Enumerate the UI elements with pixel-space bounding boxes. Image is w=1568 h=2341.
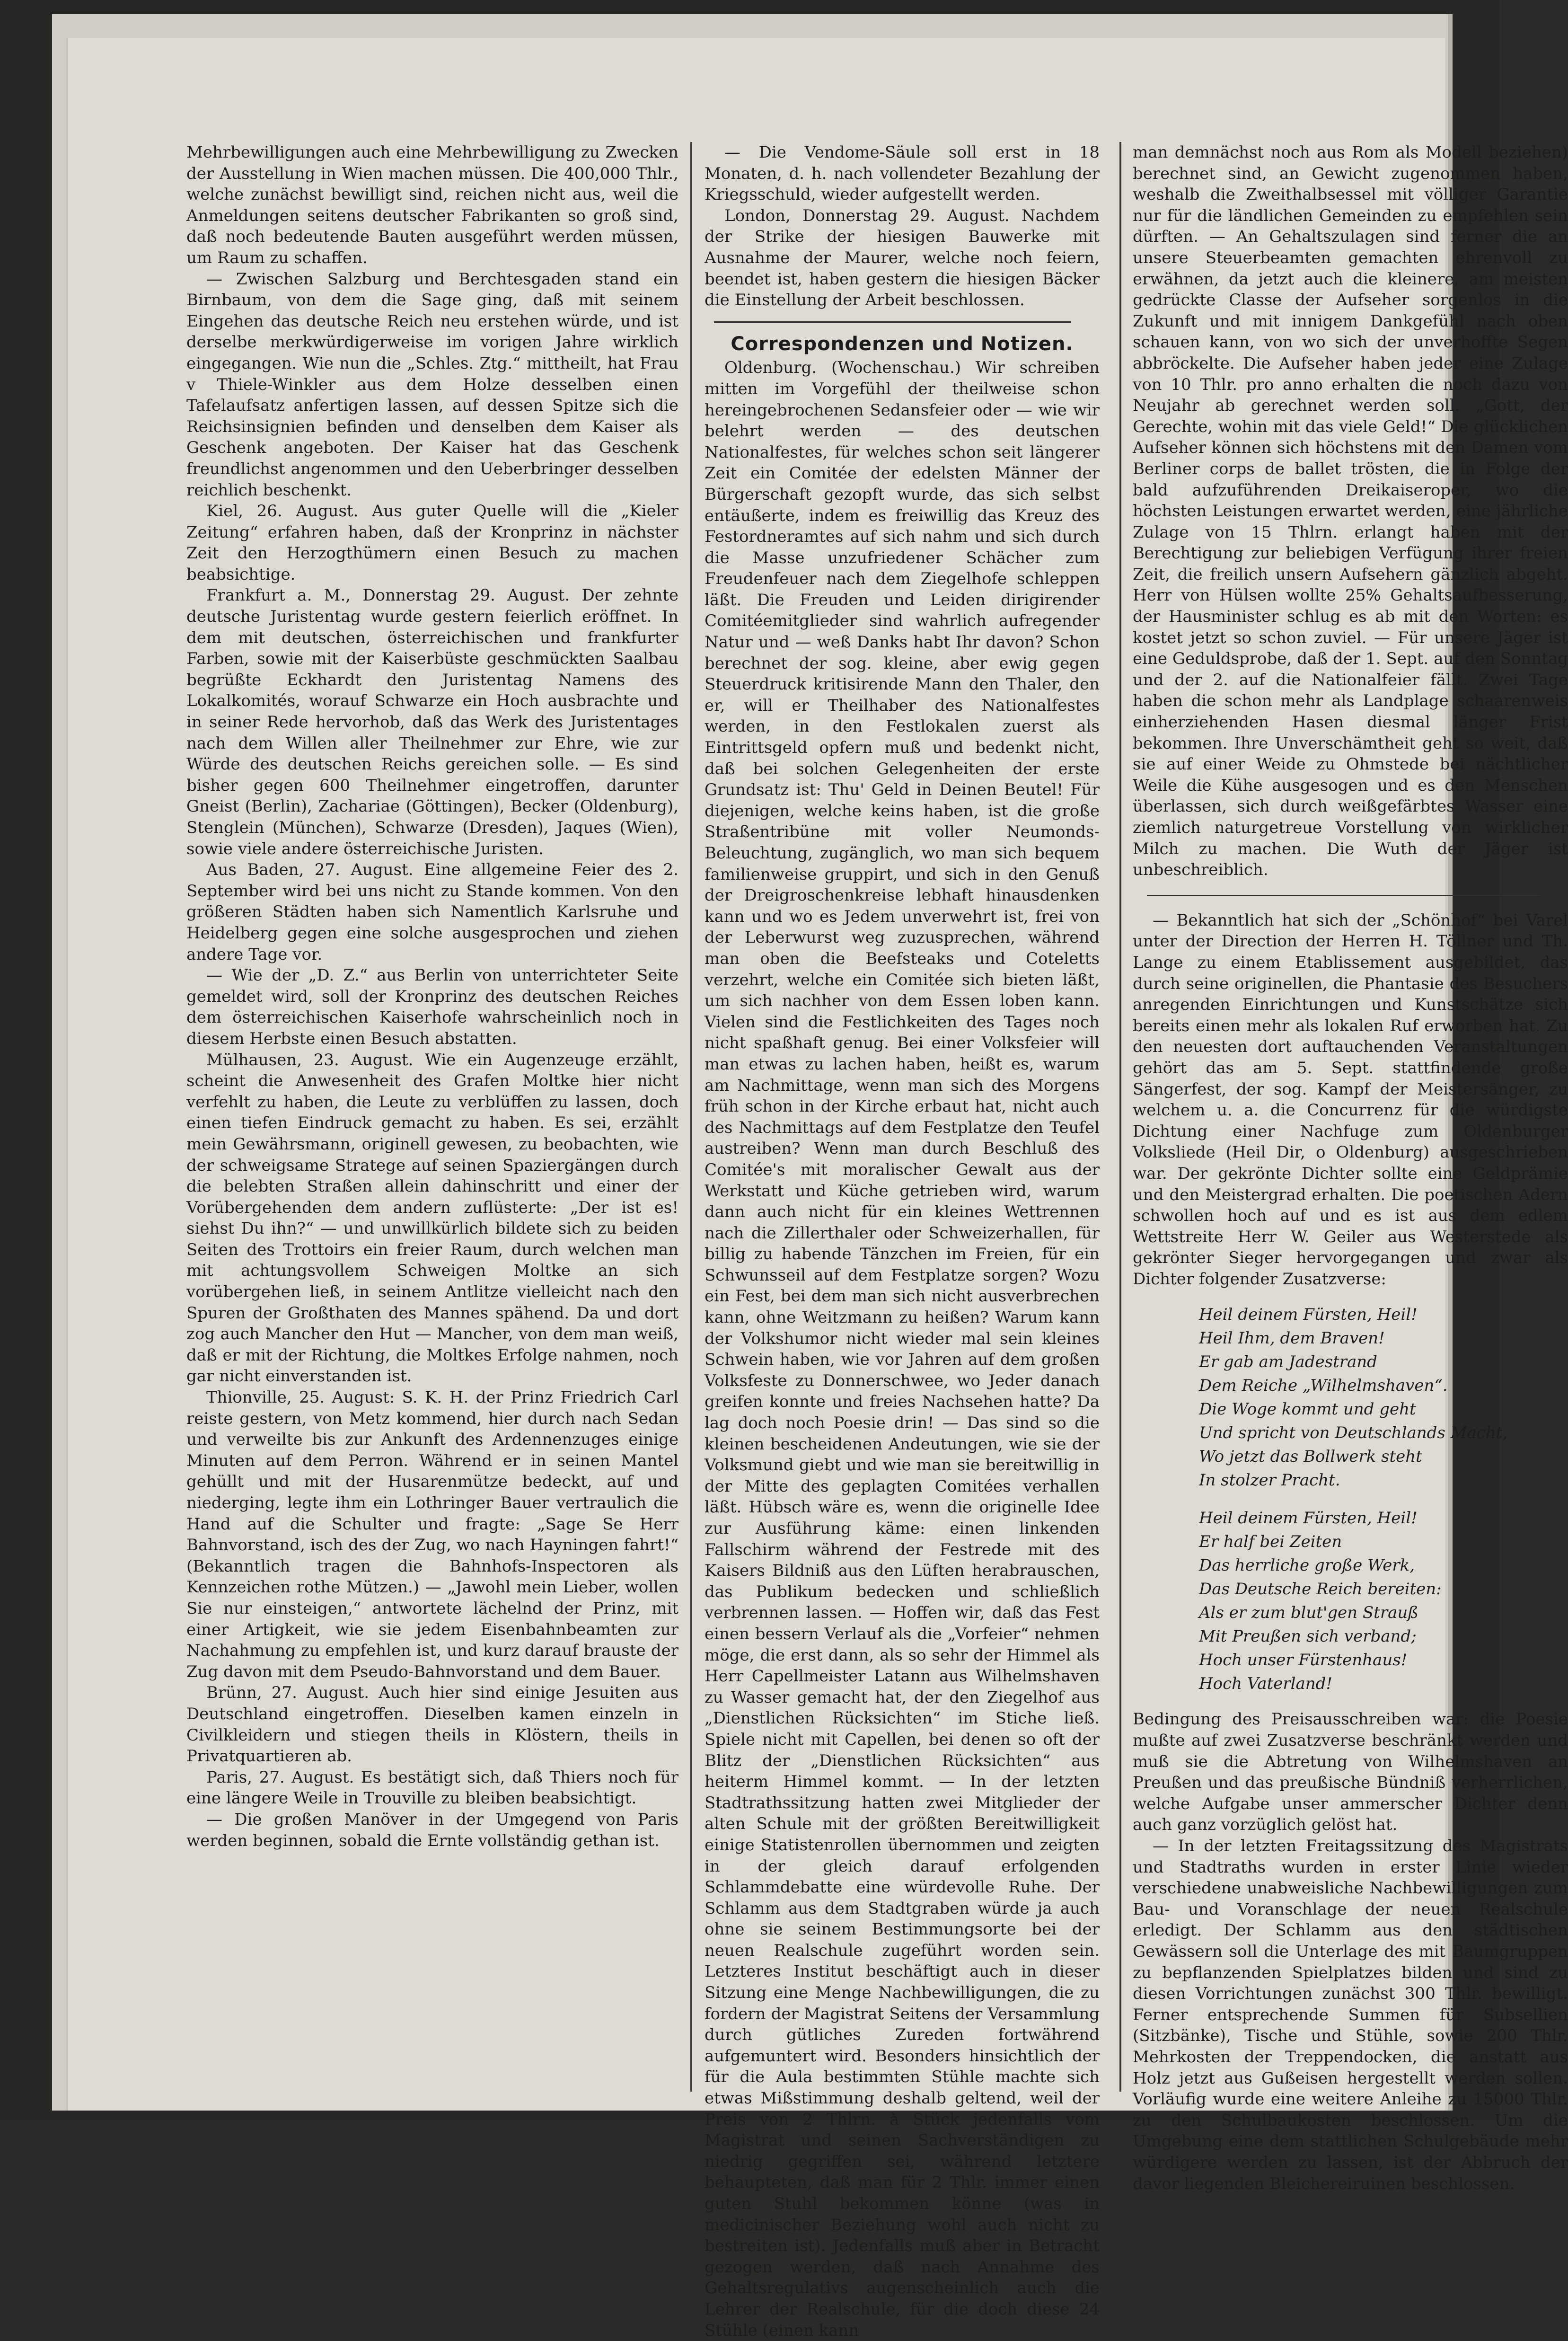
column-rule-right — [1119, 142, 1121, 2092]
section-heading: Correspondenzen und Notizen. — [731, 333, 1074, 355]
poem-line: Das herrliche große Werk, — [1199, 1556, 1415, 1575]
article-paragraph: Paris, 27. August. Es bestätigt sich, daß Thiers noch für eine längere Weile in Trouville zu bleiben beabsichtigt. — [186, 1767, 678, 1808]
poem-line: Hoch unser Fürstenhaus! — [1199, 1651, 1408, 1670]
article-paragraph: — Die Vendome-Säule soll erst in 18 Monaten, d. h. nach vollendeter Bezahlung der Kriegsschuld, wieder aufgestellt werden. — [705, 143, 1100, 204]
poem-line: In stolzer Pracht. — [1199, 1471, 1340, 1490]
article-paragraph: — Die großen Manöver in der Umgegend von Paris werden beginnen, sobald die Ernte vollständig gethan ist. — [186, 1810, 678, 1850]
article-paragraph: — Zwischen Salzburg und Berchtesgaden stand ein Birnbaum, von dem die Sage ging, daß mit seinem Eingehen das deutsche Reich neu erstehen würde, und ist derselbe merkwürdigerweise im vorigen Jahre wirklich eingegangen. Wie nun die „Schles. Ztg.“ mittheilt, hat Frau v Thiele-Winkler aus dem Holze desselben einen Tafelaufsatz anfertigen lassen, auf dessen Spitze sich die Reichsinsignien befinden und denselben dem Kaiser als Geschenk angeboten. Der Kaiser hat das Geschenk freundlichst angenommen und den Ueberbringer desselben reichlich beschenkt. — [186, 269, 678, 500]
poem-line: Hoch Vaterland! — [1199, 1674, 1333, 1694]
article-paragraph: Bedingung des Preisausschreiben war: die Poesie mußte auf zwei Zusatzverse beschränkt werden und muß sie die Abtretung von Wilhelmshaven an Preußen und das preußische Bündniß verherrlichen, welche Aufgabe unser ammerscher Dichter denn auch ganz vorzüglich gelöst hat. — [1133, 1710, 1568, 1835]
article-paragraph: Mülhausen, 23. August. Wie ein Augenzeuge erzählt, scheint die Anwesenheit des Grafen Moltke hier nicht verfehlt zu haben, die Leute zu verblüffen zu lassen, doch einen tiefen Eindruck gemacht zu haben. Es sei, erzählt mein Gewährsmann, originell gewesen, zu beobachten, wie der schweigsame Stratege auf seinen Spaziergängen durch die belebten Straßen allein dahinschritt und einer der Vorübergehenden dem andern zuflüsterte: „Der ist es! siehst Du ihn?“ — und unwillkürlich bildete sich zu beiden Seiten des Trottoirs ein freier Raum, durch welchen man mit achtungsvollem Schweigen Moltke an sich vorübergehen ließ, in seinem Antlitze vielleicht nach den Spuren der Großthaten des Mannes spähend. Da und dort zog auch Mancher den Hut — Mancher, von dem man weiß, daß er mit der Richtung, die Moltkes Erfolge nahmen, noch gar nicht einverstanden ist. — [186, 1050, 678, 1386]
poem-line: Er gab am Jadestrand — [1199, 1352, 1377, 1372]
poem-line: Heil deinem Fürsten, Heil! — [1199, 1305, 1418, 1325]
article-paragraph: — Wie der „D. Z.“ aus Berlin von unterrichteter Seite gemeldet wird, soll der Kronprinz des deutschen Reiches dem österreichischen Kaiserhofe wahrscheinlich noch in diesem Herbste einen Besuch abstatten. — [186, 966, 678, 1048]
section-divider — [714, 321, 1071, 323]
article-paragraph: Mehrbewilligungen auch eine Mehrbewilligung zu Zwecken der Ausstellung in Wien machen müssen. Die 400,000 Thlr., welche zunächst bewilligt sind, reichen nicht aus, weil die Anmeldungen seitens deutscher Fabrikanten so groß sind, daß noch bedeutende Bauten ausgeführt werden müssen, um Raum zu schaffen. — [186, 143, 678, 267]
article-paragraph: man demnächst noch aus Rom als Modell beziehen) berechnet sind, an Gewicht zugenommen haben, weshalb die Zweithalbsessel mit völliger Garantie nur für die ländlichen Gemeinden zu empfehlen sein dürften. — An Gehaltszulagen sind ferner die an unsere Steuerbeamten gemachten ehrenvoll zu erwähnen, da jetzt auch die kleinere, am meisten gedrückte Classe der Aufseher sorgenlos in die Zukunft und mit innigem Dankgefühl nach oben schauen kann, von wo sich der unverhoffte Segen abbröckelte. Die Aufseher haben jeder eine Zulage von 10 Thlr. pro anno erhalten die noch dazu von Neujahr ab gerechnet werden soll. „Gott, der Gerechte, wohin mit das viele Geld!“ Die glücklichen Aufseher können sich höchstens mit den Damen vom Berliner corps de ballet trösten, die in Folge der bald aufzuführenden Dreikaiseroper, wo die höchsten Leistungen erwartet werden, eine jährliche Zulage von 15 Thlrn. erlangt haben mit der Berechtigung zur beliebigen Verfügung ihrer freien Zeit, die freilich unsern Aufsehern gänzlich abgeht. Herr von Hülsen wollte 25% Gehaltsaufbesserung, der Hausminister schlug es ab mit den Worten: es kostet jetzt so schon zuviel. — Für unsere Jäger ist eine Geduldsprobe, daß der 1. Sept. auf den Sonntag und der 2. auf die Nationalfeier fällt. Zwei Tage haben die schon mehr als Landplage schaarenweis einherziehenden Hasen diesmal länger Frist bekommen. Ihre Unverschämtheit geht so weit, daß sie auf einer Weide zu Ohmstede bei nächtlicher Weile die Kühe ausgesogen und es den Menschen überlassen, sich durch weißgefärbtes Wasser eine ziemlich naturgetreue Vorstellung von wirklicher Milch zu machen. Die Wuth der Jäger ist unbeschreiblich. — [1133, 143, 1568, 880]
article-divider — [1147, 895, 1540, 896]
poem-line: Er half bei Zeiten — [1199, 1532, 1342, 1552]
column-left — [186, 142, 678, 2073]
newspaper-page — [66, 38, 1568, 2340]
article-paragraph: London, Donnerstag 29. August. Nachdem der Strike der hiesigen Bauwerke mit Ausnahme der Maurer, welche noch feiern, beendet ist, haben gestern die hiesigen Bäcker die Einstellung der Arbeit beschlossen. — [705, 206, 1100, 310]
poem — [1199, 1303, 1568, 1696]
column-rule-left — [690, 142, 692, 2092]
article-paragraph: Thionville, 25. August: S. K. H. der Prinz Friedrich Carl reiste gestern, von Metz kommend, hier durch nach Sedan und verweilte bis zur Ankunft des Ardennenzuges einige Minuten auf dem Perron. Während er in seinen Mantel gehüllt und mit der Husarenmütze bedeckt, auf und niederging, legte ihm ein Lothringer Bauer vertraulich die Hand auf die Schulter und fragte: „Sage Se Herr Bahnvorstand, isch des der Zug, wo nach Hayningen fahrt!“ (Bekanntlich tragen die Bahnhofs-Inspectoren als Kennzeichen rothe Mützen.) — „Jawohl mein Lieber, wollen Sie nur einsteigen,“ antwortete lächelnd der Prinz, mit einer Artigkeit, wie sie jedem Eisenbahnbeamten zur Nachahmung zu empfehlen ist, und kurz darauf brauste der Zug davon mit dem Pseudo-Bahnvorstand und dem Bauer. — [186, 1388, 678, 1681]
stanza-break — [1199, 1492, 1568, 1506]
article-paragraph: Aus Baden, 27. August. Eine allgemeine Feier des 2. September wird bei uns nicht zu Stande kommen. Von den größeren Städten haben sich Namentlich Karlsruhe und Heidelberg gegen eine solche ausgesprochen und ziehen andere Tage vor. — [186, 860, 678, 964]
column-middle — [705, 142, 1100, 2340]
article-paragraph: — In der letzten Freitagssitzung des Magistrats und Stadtraths wurden in erster Linie wieder verschiedene unabweisliche Nachbewilligungen zum Bau- und Voranschlage der neuen Realschule erledigt. Der Schlamm aus den städtischen Gewässern soll die Unterlage des mit Baumgruppen zu bepflanzenden Spielplatzes bilden und sind zu diesen Vorrichtungen zunächst 300 Thlr. bewilligt. Ferner entsprechende Summen für Subsellien (Sitzbänke), Tische und Stühle, sowie 200 Thlr. Mehrkosten der Treppendocken, die anstatt aus Holz jetzt aus Gußeisen hergestellt werden sollen. Vorläufig wurde eine weitere Anleihe zu 15000 Thlr. zu den Schulbaukosten beschlossen. Um die Umgebung eine dem stattlichen Schulgebäude mehr würdigere werden zu lassen, ist der Abbruch der davor liegenden Bleichereiruinen beschlossen. — [1133, 1837, 1568, 2193]
article-paragraph: — Bekanntlich hat sich der „Schönhof“ bei Varel unter der Direction der Herren H. Töllner und Th. Lange zu einem Etablissement ausgebildet, das durch seine originellen, die Phantasie des Besuchers anregenden Einrichtungen und Kunstschätze sich bereits einen mehr als lokalen Ruf erworben hat. Zu den neuesten dort auftauchenden Veranstaltungen gehört das am 5. Sept. stattfindende große Sängerfest, der sog. Kampf der Meistersänger, zu welchem u. a. die Concurrenz für die würdigste Dichtung einer Nachfuge zum Oldenburger Volksliede (Heil Dir, o Oldenburg) ausgeschrieben war. Der gekrönte Dichter sollte eine Geldprämie und den Meistergrad erhalten. Die poetischen Adern schwollen hoch auf und es ist aus dem edlem Wettstreite Herr W. Geiler aus Westerstede als gekrönter Sieger hervorgegangen und zwar als Dichter folgender Zusatzverse: — [1133, 910, 1568, 1289]
poem-line: Das Deutsche Reich bereiten: — [1199, 1580, 1442, 1599]
article-paragraph: Brünn, 27. August. Auch hier sind einige Jesuiten aus Deutschland eingetroffen. Dieselben kamen einzeln in Civilkleidern und stiegen theils in Klöstern, theils in Privatquartieren ab. — [186, 1683, 678, 1766]
poem-line: Und spricht von Deutschlands Macht, — [1199, 1423, 1508, 1443]
poem-line: Dem Reiche „Wilhelmshaven“. — [1199, 1376, 1448, 1396]
poem-line: Heil deinem Fürsten, Heil! — [1199, 1509, 1418, 1528]
poem-line: Wo jetzt das Bollwerk steht — [1199, 1447, 1422, 1466]
article-paragraph: Frankfurt a. M., Donnerstag 29. August. Der zehnte deutsche Juristentag wurde gestern feierlich eröffnet. In dem mit deutschen, österreichischen und frankfurter Farben, sowie mit der Kaiserbüste geschmückten Saalbau begrüßte Eckhardt den Juristentag Namens des Lokalkomités, worauf Schwarze ein Hoch ausbrachte und in seiner Rede hervorhob, daß das Werk des Juristentages nach dem Willen aller Theilnehmer zur Ehre, wie zur Würde des deutschen Reichs gereichen solle. — Es sind bisher gegen 600 Theilnehmer eingetroffen, darunter Gneist (Berlin), Zachariae (Göttingen), Becker (Oldenburg), Stenglein (München), Schwarze (Dresden), Jaques (Wien), sowie viele andere österreichische Juristen. — [186, 586, 678, 858]
article-paragraph: Kiel, 26. August. Aus guter Quelle will die „Kieler Zeitung“ erfahren haben, daß der Kronprinz in nächster Zeit den Herzogthümern einen Besuch zu machen beabsichtige. — [186, 502, 678, 584]
poem-line: Heil Ihm, dem Braven! — [1199, 1329, 1385, 1348]
poem-line: Die Woge kommt und geht — [1199, 1400, 1416, 1419]
poem-line: Mit Preußen sich verband; — [1199, 1627, 1417, 1646]
column-right — [1133, 142, 1568, 2193]
article-paragraph: Oldenburg. (Wochenschau.) Wir schreiben mitten im Vorgefühl der theilweise schon hereingebrochenen Sedansfeier oder — wie wir belehrt werden — des deutschen Nationalfestes, für welches schon seit längerer Zeit ein Comitée der edelsten Männer der Bürgerschaft gezopft wurde, das sich selbst entäußerte, indem es freiwillig das Kreuz des Festordneramtes auf sich nahm und sich durch die Masse unzufriedener Schächer zum Freudenfeuer nach dem Ziegelhofe schleppen läßt. Die Freuden und Leiden dirigirender Comitéemitglieder sind wahrlich aufregender Natur und — weß Danks habt Ihr davon? Schon berechnet der sog. kleine, aber ewig gegen Steuerdruck kritisirende Mann den Thaler, den er, will er Theilhaber des Nationalfestes werden, in den Festlokalen zuerst als Eintrittsgeld opfern muß und bedenkt nicht, daß bei solchen Gelegenheiten der erste Grundsatz ist: Thu' Geld in Deinen Beutel! Für diejenigen, welche keins haben, ist die große Straßentribüne mit voller Neumonds-Beleuchtung, zugänglich, wo man sich bequem familienweise gruppirt, und sich in den Genuß der Dreigroschenkreise lebhaft hinausdenken kann und wo es Jedem unverwehrt ist, frei von der Leberwurst weg zuzusprechen, während man oben die Beefsteaks und Coteletts verzehrt, welche ein Comitée sich bieten läßt, um sich nachher von dem Essen loben kann. Vielen sind die Festlichkeiten des Tages noch nicht spaßhaft genug. Bei einer Volksfeier will man etwas zu lachen haben, heißt es, warum am Nachmittage, wenn man sich des Morgens früh schon in der Kirche erbaut hat, nicht auch des Nachmittags auf dem Festplatze den Teufel austreiben? Wenn man durch Beschluß des Comitée's mit moralischer Gewalt aus der Werkstatt und Küche getrieben wird, warum dann auch nicht für ein kleines Wettrennen nach die Zillerthaler oder Schweizerhallen, für billig zu habende Tänzchen im Freien, für ein Schwunsseil auf dem Festplatze sorgen? Wozu ein Fest, bei dem man sich nicht ausverbrechen kann, ohne Weitzmann zu heißen? Warum kann der Volkshumor nicht wieder mal sein kleines Schwein haben, wie vor Jahren auf dem großen Volksfeste zu Donnerschwee, wo Jeder danach greifen konnte und freies Nachsehen hatte? Da lag doch noch Poesie drin! — Das sind so die kleinen bescheidenen Andeutungen, wie sie der Volksmund giebt und wie man sie bereitwillig in der Mitte des geplagten Comitées verhallen läßt. Hübsch wäre es, wenn die originelle Idee zur Ausführung käme: einen linkenden Fallschirm während der Festrede mit des Kaisers Bildniß aus den Lüften herabrauschen, das Publikum bedecken und schließlich verbrennen lassen. — Hoffen wir, daß das Fest einen bessern Verlauf als die „Vorfeier“ nehmen möge, die erst dann, als so sehr der Himmel als Herr Capellmeister Latann aus Wilhelmshaven zu Wasser gemacht hat, der den Ziegelhof aus „Dienstlichen Rücksichten“ im Stiche ließ. Spiele nicht mit Capellen, bei denen so oft der Blitz der „Dienstlichen Rücksichten“ aus heiterm Himmel kommt. — In der letzten Stadtrathssitzung hatten zwei Mitglieder der alten Schule mit der größten Bereitwilligkeit einige Statistenrollen übernommen und zeigten in der gleich darauf erfolgenden Schlammdebatte eine würdevolle Ruhe. Der Schlamm aus dem Stadtgraben würde ja auch ohne sie seinem Bestimmungsorte bei der neuen Realschule zugeführt worden sein. Letzteres Institut beschäftigt auch in dieser Sitzung eine Menge Nachbewilligungen, die zu fordern der Magistrat Seitens der Versammlung durch gütliches Zureden fortwährend aufgemuntert wird. Besonders hinsichtlich der für die Aula bestimmten Stühle machte sich etwas Mißstimmung deshalb geltend, weil der Preis von 2 Thlrn. à Stück jedenfalls vom Magistrat und seinen Sachverständigen zu niedrig gegriffen sei, während letztere behaupteten, daß man für 2 Thlr. immer einen guten Stuhl bekommen könne (was in medicinischer Beziehung wohl auch nicht zu bestreiten ist). Jedenfalls muß aber in Betracht gezogen werden, daß nach Annahme des Gehaltsregulativs augenscheinlich auch die Lehrer der Realschule, für die doch diese 24 Stühle (einen kann — [705, 358, 1100, 2340]
poem-line: Als er zum blut'gen Strauß — [1199, 1603, 1418, 1623]
